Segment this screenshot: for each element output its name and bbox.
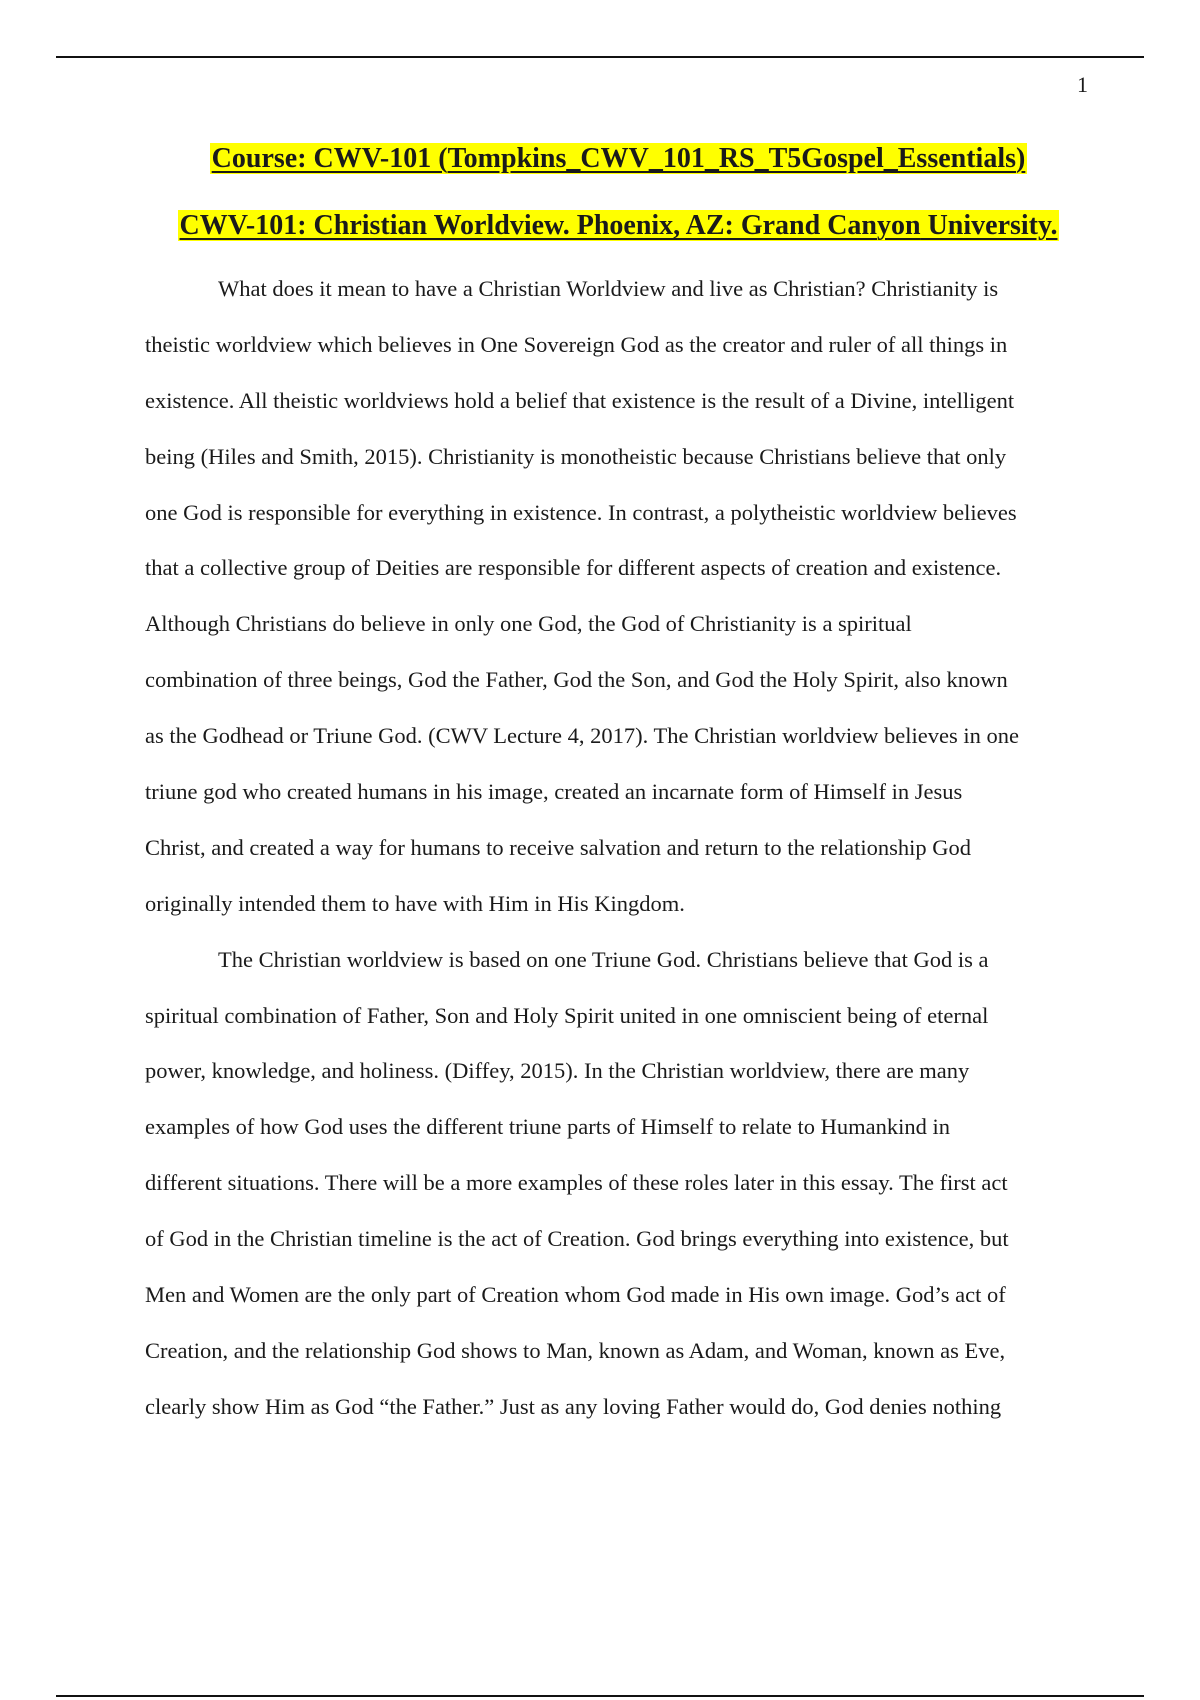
paragraph-1-line: originally intended them to have with Him in His Kingdom. (145, 890, 685, 916)
paragraph-1-line: as the Godhead or Triune God. (CWV Lecture 4, 2017). The Christian worldview believes in one (145, 723, 1019, 749)
paragraph-2-line: power, knowledge, and holiness. (Diffey, 2015). In the Christian worldview, there are many (145, 1058, 970, 1084)
footer-rule (56, 1695, 1144, 1697)
paragraph-1-line: existence. All theistic worldviews hold a belief that existence is the result of a Divine, intelligent (145, 387, 1015, 413)
course-heading-name: Tompkins_CWV_101_RS_T5Gospel_Essentials (447, 143, 1016, 174)
paragraph-1-line: that a collective group of Deities are responsible for different aspects of creation and existence. (145, 555, 1002, 581)
paragraph-2-line: of God in the Christian timeline is the act of Creation. God brings everything into existence, but (145, 1226, 1009, 1252)
page-number: 1 (1077, 72, 1088, 97)
paragraph-2-line: different situations. There will be a more examples of these roles later in this essay. The first act (145, 1170, 1008, 1196)
paragraph-2-line: examples of how God uses the different triune parts of Himself to relate to Humankind in (145, 1114, 951, 1140)
course-heading-suffix: ) (1016, 143, 1026, 174)
header-rule (56, 56, 1144, 58)
course-heading-highlight (210, 143, 1028, 174)
essay-body (145, 272, 1092, 1446)
citation-heading-prefix: CWV-101: Christian Worldview. Phoenix, AZ: Grand Can (179, 210, 877, 241)
paragraph-2-line: clearly show Him as God “the Father.” Just as any loving Father would do, God denies nothing (145, 1393, 1002, 1419)
paragraph-1-line: triune god who created humans in his image, created an incarnate form of Himself in Jesus (145, 779, 963, 805)
citation-heading-underlined: yon (877, 210, 921, 241)
citation-heading (145, 207, 1092, 274)
paragraph-1-line: What does it mean to have a Christian Worldview and live as Christian? Christianity is (218, 276, 999, 301)
paragraph-2-line: Creation, and the relationship God shows to Man, known as Adam, and Woman, known as Eve, (145, 1337, 1006, 1363)
course-heading (145, 140, 1092, 207)
course-heading-prefix: Course: CWV-101 ( (211, 143, 448, 174)
paragraph-2-line: The Christian worldview is based on one Triune God. Christians believe that God is a (218, 946, 989, 972)
paragraph-1-line: one God is responsible for everything in existence. In contrast, a polytheistic worldview believes (145, 499, 1017, 525)
paragraph-2-line: Men and Women are the only part of Creation whom God made in His own image. God’s act of (145, 1282, 1006, 1308)
paragraph-1-line: combination of three beings, God the Father, God the Son, and God the Holy Spirit, also known (145, 667, 1008, 693)
paragraph-1-line: theistic worldview which believes in One Sovereign God as the creator and ruler of all things in (145, 331, 1008, 357)
heading-block (145, 140, 1092, 274)
paragraph-2-line: spiritual combination of Father, Son and Holy Spirit united in one omniscient being of eternal (145, 1002, 989, 1028)
paragraph-1-line: being (Hiles and Smith, 2015). Christianity is monotheistic because Christians believe that only (145, 443, 1007, 469)
paragraph-1-line: Although Christians do believe in only one God, the God of Christianity is a spiritual (145, 611, 912, 637)
citation-heading-highlight (178, 210, 1060, 241)
paragraph-1-line: Christ, and created a way for humans to receive salvation and return to the relationship God (145, 834, 971, 860)
citation-heading-suffix: University. (920, 210, 1058, 241)
